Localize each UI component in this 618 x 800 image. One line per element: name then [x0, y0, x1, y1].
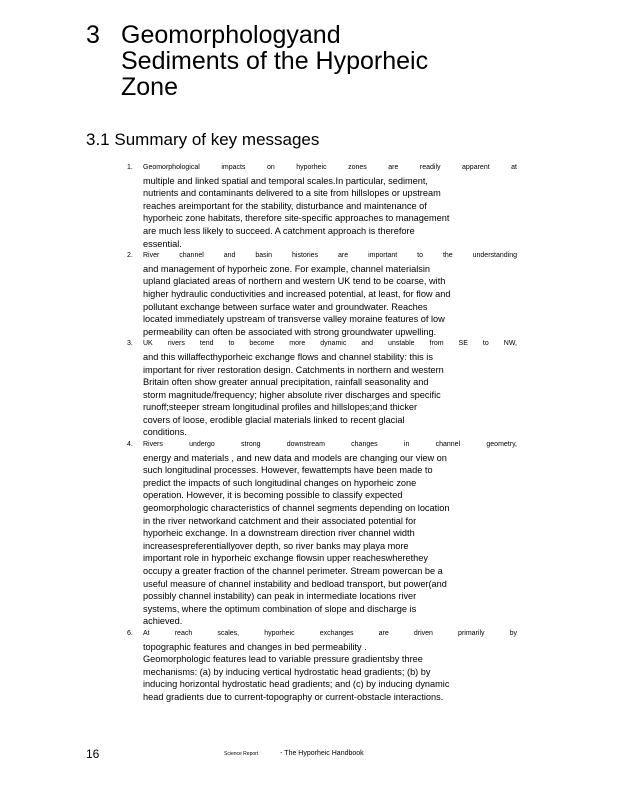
key-message-line: in the river networkand catchment and their associated potential for — [143, 515, 417, 526]
key-message-line: predict the impacts of such longitudinal changes on hyporheic zone — [143, 477, 417, 488]
key-message-line: permeability can often be associated with strong groundwater upwelling. — [143, 326, 437, 337]
key-message-line: essential. — [143, 238, 182, 249]
chapter-number: 3 — [86, 21, 100, 49]
key-message-line: important for river restoration design. Catchments in northern and western — [143, 364, 444, 375]
chapter-title-line: Geomorphologyand — [121, 21, 341, 49]
chapter-title — [121, 22, 501, 100]
key-message-line: possibly channel instability) can peak in intermediate locations river — [143, 591, 417, 602]
section-title: Summary of key messages — [114, 130, 320, 149]
key-message-text — [143, 439, 517, 628]
key-message-line: topographic features and changes in bed permeability . — [143, 641, 367, 652]
key-message-item — [127, 338, 517, 439]
key-message-item — [127, 162, 517, 250]
key-message-line: inducing horizontal hydrostatic head gradients; and (c) by inducing dynamic — [143, 679, 450, 690]
running-footer — [224, 748, 364, 760]
key-message-number: 2. — [127, 252, 133, 260]
section-number: 3.1 — [86, 130, 110, 149]
key-message-text — [143, 162, 517, 250]
key-message-line: geomorphologic characteristics of channel segments depending on location — [143, 503, 450, 514]
key-message-line: reaches areimportant for the stability, disturbance and maintenance of — [143, 200, 427, 211]
key-message-item — [127, 628, 517, 704]
key-message-line: nutrients and contaminants delivered to a site from hillslopes or upstream — [143, 188, 441, 199]
key-message-line: energy and materials , and new data and models are changing our view on — [143, 452, 447, 463]
page-number: 16 — [86, 747, 100, 761]
key-message-line: hyporheic exchange. In a downstream direction river channel width — [143, 528, 415, 539]
key-message-number: 6. — [127, 629, 133, 637]
page-footer — [0, 748, 618, 762]
key-message-line: occupy a greater fraction of the channel perimeter. Stream powercan be a — [143, 566, 443, 576]
key-message-line: such longitudinal processes. However, fewattempts have been made to — [143, 465, 433, 476]
key-message-line: upland glaciated areas of northern and western UK tend to be coarse, with — [143, 276, 446, 287]
key-message-line: storm magnitude/frequency; higher absolute river discharges and specific — [143, 389, 441, 400]
key-message-line: important role in hyporheic exchange flowsin upper reacheswherethey — [143, 553, 428, 564]
running-footer-report: Science Report — [224, 751, 259, 757]
key-message-line: and this willaffecthyporheic exchange flows and channel stability: this is — [143, 351, 433, 362]
key-messages-list — [127, 162, 517, 704]
key-message-line: and management of hyporheic zone. For example, channel materialsin — [143, 263, 431, 274]
key-message-text — [143, 628, 517, 704]
chapter-heading — [86, 22, 501, 100]
section-heading — [86, 130, 319, 150]
chapter-title-line: Zone — [121, 73, 178, 101]
key-message-line: Geomorphologic features lead to variable pressure gradientsby three — [143, 654, 423, 665]
key-message-item — [127, 439, 517, 628]
key-message-number: 4. — [127, 441, 133, 449]
key-message-line: achieved. — [143, 616, 183, 627]
key-message-line: are much less likely to succeed. A catchment approach is therefore — [143, 225, 415, 236]
key-message-line: At reach scales, hyporheic exchanges are driven primarily by — [143, 629, 517, 637]
key-message-line: head gradients due to current-topography or current-obstacle interactions. — [143, 691, 444, 702]
key-message-line: increasespreferentiallyover depth, so river banks may playa more — [143, 540, 409, 551]
key-message-line: located immediately upstream of transverse valley moraine features of low — [143, 314, 445, 325]
key-message-line: Geomorphological impacts on hyporheic zones are readily apparent at — [143, 164, 517, 171]
key-message-number: 1. — [127, 164, 133, 171]
key-message-line: Rivers undergo strong downstream changes in channel geometry, — [143, 441, 517, 449]
running-footer-title: - The Hyporheic Handbook — [280, 750, 364, 757]
key-message-line: runoff;steeper stream longitudinal profiles and hillslopes;and thicker — [143, 402, 418, 413]
key-message-line: pollutant exchange between surface water and groundwater. Reaches — [143, 301, 428, 312]
key-message-line: mechanisms: (a) by inducing vertical hydrostatic head gradients; (b) by — [143, 666, 431, 677]
key-message-line: covers of loose, erodible glacial materials linked to recent glacial — [143, 414, 405, 425]
key-message-line: operation. However, it is becoming possible to classify expected — [143, 490, 403, 501]
key-message-line: conditions. — [143, 427, 187, 438]
chapter-title-line: Sediments of the Hyporheic — [121, 47, 429, 75]
key-message-line: hyporheic zone habitats, therefore site-specific approaches to management — [143, 213, 450, 224]
key-message-text — [143, 250, 517, 338]
key-message-item — [127, 250, 517, 338]
key-message-number: 3. — [127, 340, 133, 348]
key-message-line: River channel and basin histories are important to the understanding — [143, 252, 517, 260]
key-message-line: systems, where the optimum combination of slope and discharge is — [143, 603, 417, 614]
key-message-line: useful measure of channel instability and bedload transport, but power(and — [143, 578, 447, 589]
key-message-text — [143, 338, 517, 439]
key-message-line: higher hydraulic conductivities and increased potential, at least, for flow and — [143, 288, 451, 299]
key-message-line: UK rivers tend to become more dynamic and unstable from SE to NW, — [143, 340, 517, 348]
key-message-line: Britain often show greater annual precipitation, rainfall seasonality and — [143, 377, 429, 388]
key-message-line: multiple and linked spatial and temporal scales.In particular, sediment, — [143, 175, 428, 186]
